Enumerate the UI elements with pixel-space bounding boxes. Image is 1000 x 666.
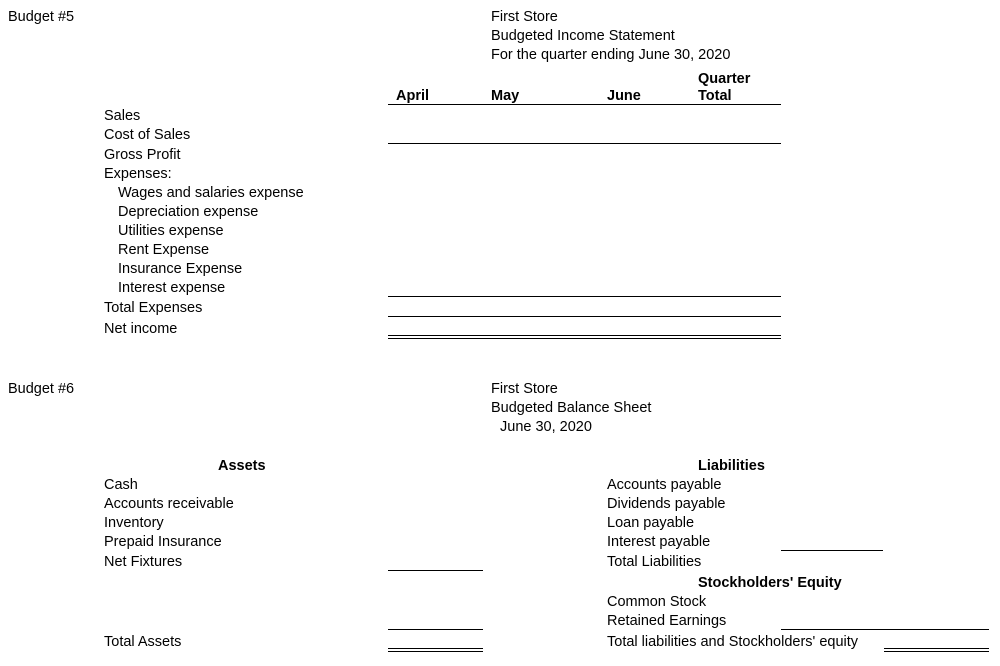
liability-accounts-payable: Accounts payable xyxy=(607,477,722,493)
liability-total-liabilities: Total Liabilities xyxy=(607,554,702,570)
interest-expense-rule xyxy=(388,296,781,297)
column-header-may: May xyxy=(491,88,520,104)
row-net-income: Net income xyxy=(104,321,178,337)
budget5-label: Budget #5 xyxy=(8,9,75,25)
income-statement-title: Budgeted Income Statement xyxy=(491,28,675,44)
asset-accounts-receivable: Accounts receivable xyxy=(104,496,234,512)
asset-total-assets: Total Assets xyxy=(104,634,182,650)
equity-heading: Stockholders' Equity xyxy=(698,575,842,591)
net-fixtures-rule xyxy=(388,570,483,571)
liabilities-heading: Liabilities xyxy=(698,458,765,474)
liability-loan-payable: Loan payable xyxy=(607,515,695,531)
row-insurance-expense: Insurance Expense xyxy=(118,261,243,277)
column-header-april: April xyxy=(396,88,430,104)
balance-company-name: First Store xyxy=(491,381,558,397)
total-assets-double-rule xyxy=(388,648,483,652)
cost-of-sales-rule xyxy=(388,143,781,144)
asset-net-fixtures: Net Fixtures xyxy=(104,554,183,570)
row-interest-expense: Interest expense xyxy=(118,280,226,296)
liability-dividends-payable: Dividends payable xyxy=(607,496,726,512)
header-underline xyxy=(388,104,781,105)
income-company-name: First Store xyxy=(491,9,558,25)
budget6-label: Budget #6 xyxy=(8,381,75,397)
assets-heading: Assets xyxy=(218,458,266,474)
row-utilities-expense: Utilities expense xyxy=(118,223,224,239)
equity-retained-earnings: Retained Earnings xyxy=(607,613,727,629)
row-expenses-heading: Expenses: xyxy=(104,166,172,182)
assets-subtotal-rule xyxy=(388,629,483,630)
equity-total-liabilities-and-equity: Total liabilities and Stockholders' equity xyxy=(607,634,859,650)
total-liabilities-equity-double-rule xyxy=(884,648,989,652)
liability-interest-payable: Interest payable xyxy=(607,534,711,550)
retained-earnings-rule xyxy=(781,629,989,630)
row-total-expenses: Total Expenses xyxy=(104,300,203,316)
net-income-double-rule xyxy=(388,335,781,339)
row-wages-expense: Wages and salaries expense xyxy=(118,185,304,201)
asset-prepaid-insurance: Prepaid Insurance xyxy=(104,534,222,550)
asset-inventory: Inventory xyxy=(104,515,164,531)
balance-sheet-title: Budgeted Balance Sheet xyxy=(491,400,652,416)
interest-payable-rule xyxy=(781,550,883,551)
column-header-total: Total xyxy=(698,88,732,104)
row-gross-profit: Gross Profit xyxy=(104,147,181,163)
row-cost-of-sales: Cost of Sales xyxy=(104,127,191,143)
row-sales: Sales xyxy=(104,108,141,124)
equity-common-stock: Common Stock xyxy=(607,594,707,610)
row-depreciation-expense: Depreciation expense xyxy=(118,204,259,220)
income-statement-period: For the quarter ending June 30, 2020 xyxy=(491,47,731,63)
column-header-quarter: Quarter xyxy=(698,71,751,87)
row-rent-expense: Rent Expense xyxy=(118,242,210,258)
total-expenses-rule xyxy=(388,316,781,317)
column-header-june: June xyxy=(607,88,641,104)
balance-sheet-date: June 30, 2020 xyxy=(500,419,592,435)
asset-cash: Cash xyxy=(104,477,138,493)
